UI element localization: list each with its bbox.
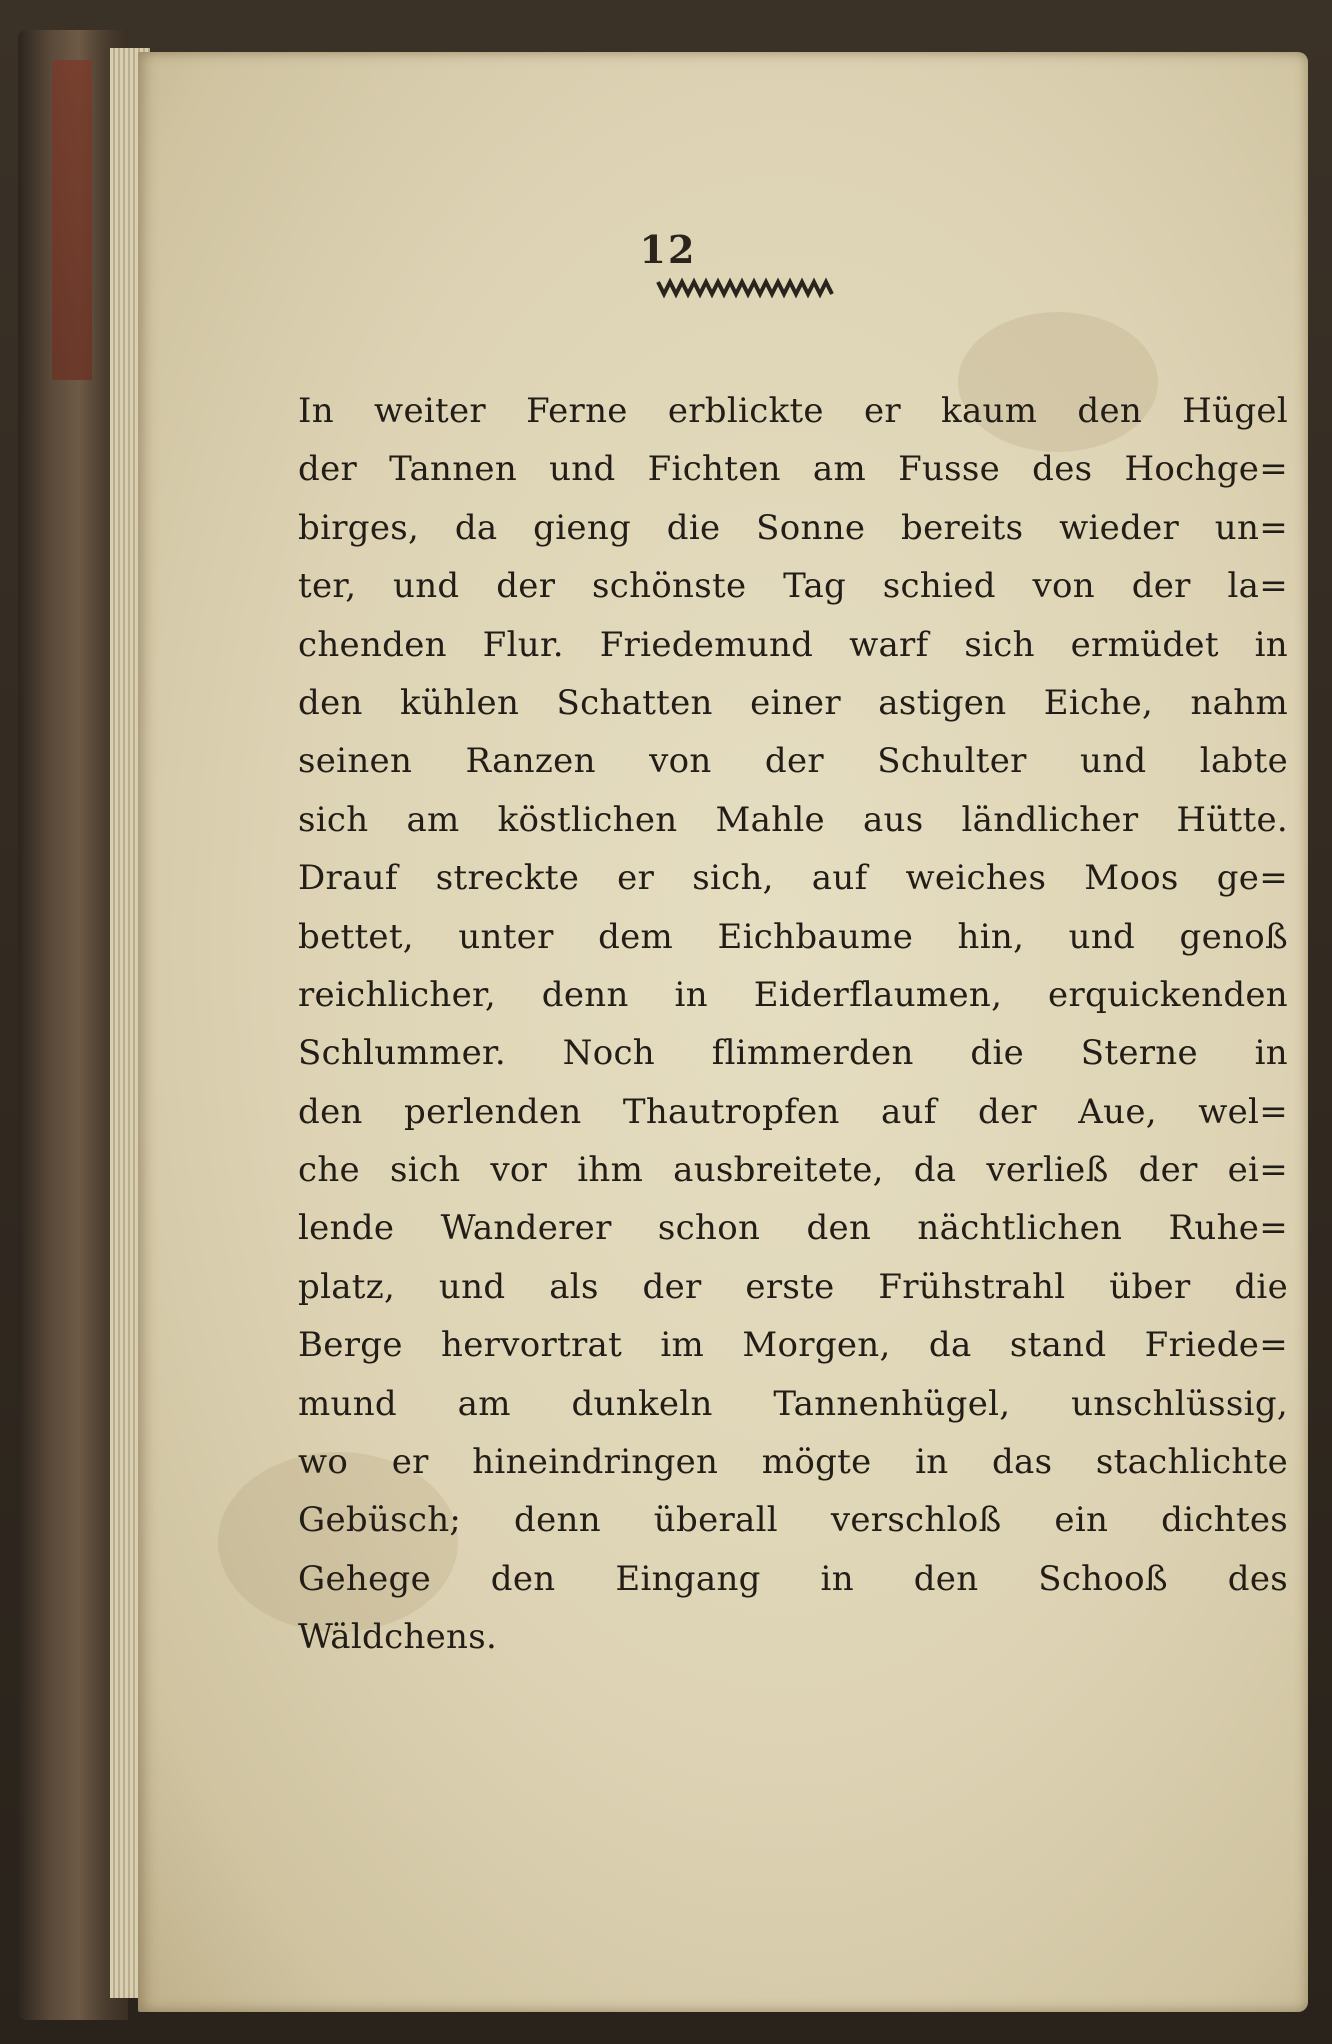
text-line-last: Wäldchens.	[298, 1617, 498, 1658]
text-line: reichlicher, denn in Eiderflaumen, erquickenden	[298, 974, 1288, 1015]
text-line: ter, und der schönste Tag schied von der la=	[298, 566, 1288, 607]
text-line: Gebüsch; denn überall verschloß ein dichtes	[298, 1500, 1288, 1541]
text-line: chenden Flur. Friedemund warf sich ermüdet in	[298, 624, 1288, 665]
text-line: Drauf streckte er sich, auf weiches Moos ge=	[298, 858, 1288, 899]
text-line: Gehege den Eingang in den Schooß des	[298, 1558, 1288, 1599]
text-line: platz, und als der erste Frühstrahl über die	[298, 1266, 1288, 1307]
text-line: sich am köstlichen Mahle aus ländlicher Hütte.	[298, 799, 1288, 840]
book-page	[138, 52, 1308, 2012]
page-number	[138, 227, 1308, 272]
text-line: Schlummer. Noch flimmerden die Sterne in	[298, 1033, 1288, 1074]
page-number-text: 12	[639, 227, 697, 272]
text-line: wo er hineindringen mögte in das stachlichte	[298, 1442, 1288, 1483]
text-line: In weiter Ferne erblickte er kaum den Hügel	[298, 391, 1288, 431]
text-line: Berge hervortrat im Morgen, da stand Friede=	[298, 1325, 1288, 1366]
text-line: den perlenden Thautropfen auf der Aue, wel=	[298, 1091, 1288, 1132]
text-line: den kühlen Schatten einer astigen Eiche, nahm	[298, 682, 1288, 723]
text-line: birges, da gieng die Sonne bereits wieder un=	[298, 507, 1288, 548]
text-line: lende Wanderer schon den nächtlichen Ruhe=	[298, 1208, 1288, 1249]
ornament-rule-icon	[656, 274, 836, 300]
body-text	[298, 382, 1288, 1667]
text-line: che sich vor ihm ausbreitete, da verließ der ei=	[298, 1150, 1288, 1191]
text-line: seinen Ranzen von der Schulter und labte	[298, 741, 1288, 782]
text-line: mund am dunkeln Tannenhügel, unschlüssig,	[298, 1383, 1288, 1424]
text-line: bettet, unter dem Eichbaume hin, und genoß	[298, 916, 1288, 957]
text-line: der Tannen und Fichten am Fusse des Hochge=	[298, 449, 1288, 490]
binding-leather-patch	[52, 60, 92, 380]
